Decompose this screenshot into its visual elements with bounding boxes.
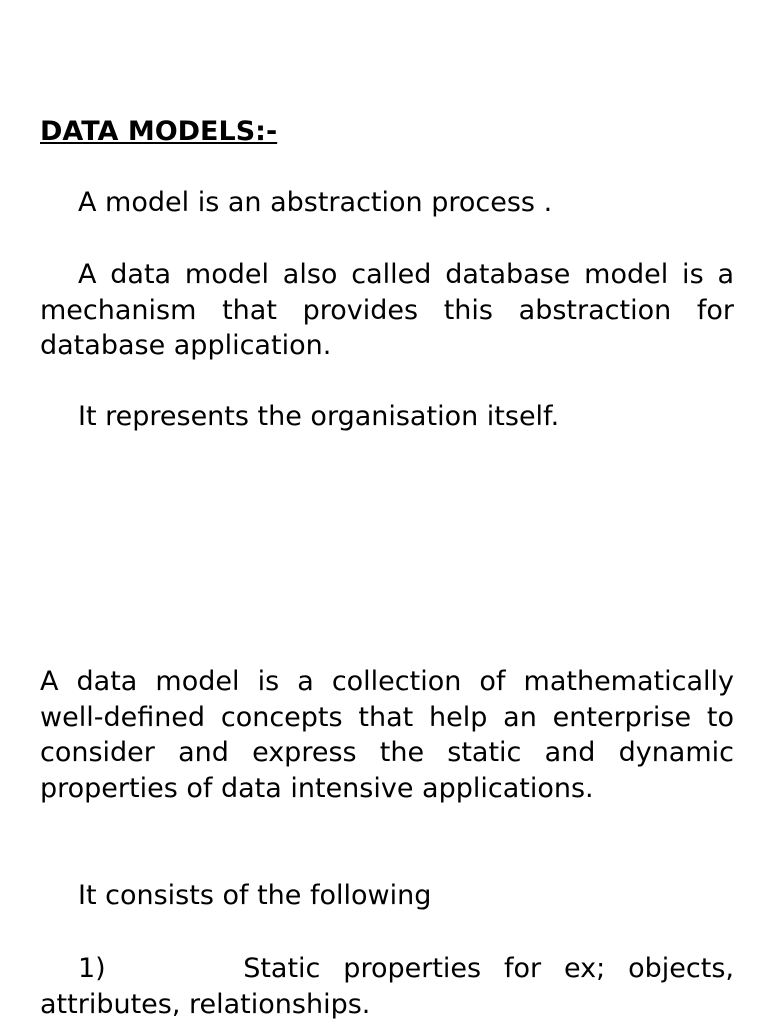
page-title: DATA MODELS:- xyxy=(40,116,278,147)
paragraph-consists-of: It consists of the following xyxy=(78,880,432,911)
paragraph-abstraction: A model is an abstraction process . xyxy=(78,187,553,218)
list-item-static-properties xyxy=(40,951,734,1022)
list-item-number: 1) xyxy=(78,953,106,984)
paragraph-collection-of-concepts: A data model is a collection of mathematically well-defined concepts that help an enterprise to consider and express the static and dynamic properties of data intensive applications. xyxy=(40,666,734,804)
list-item-text: Static properties for ex; objects, attributes, relationships. xyxy=(40,953,734,1020)
paragraph-data-model-definition: A data model also called database model is a mechanism that provides this abstraction for database application. xyxy=(40,259,734,361)
paragraph-organisation: It represents the organisation itself. xyxy=(78,401,560,432)
